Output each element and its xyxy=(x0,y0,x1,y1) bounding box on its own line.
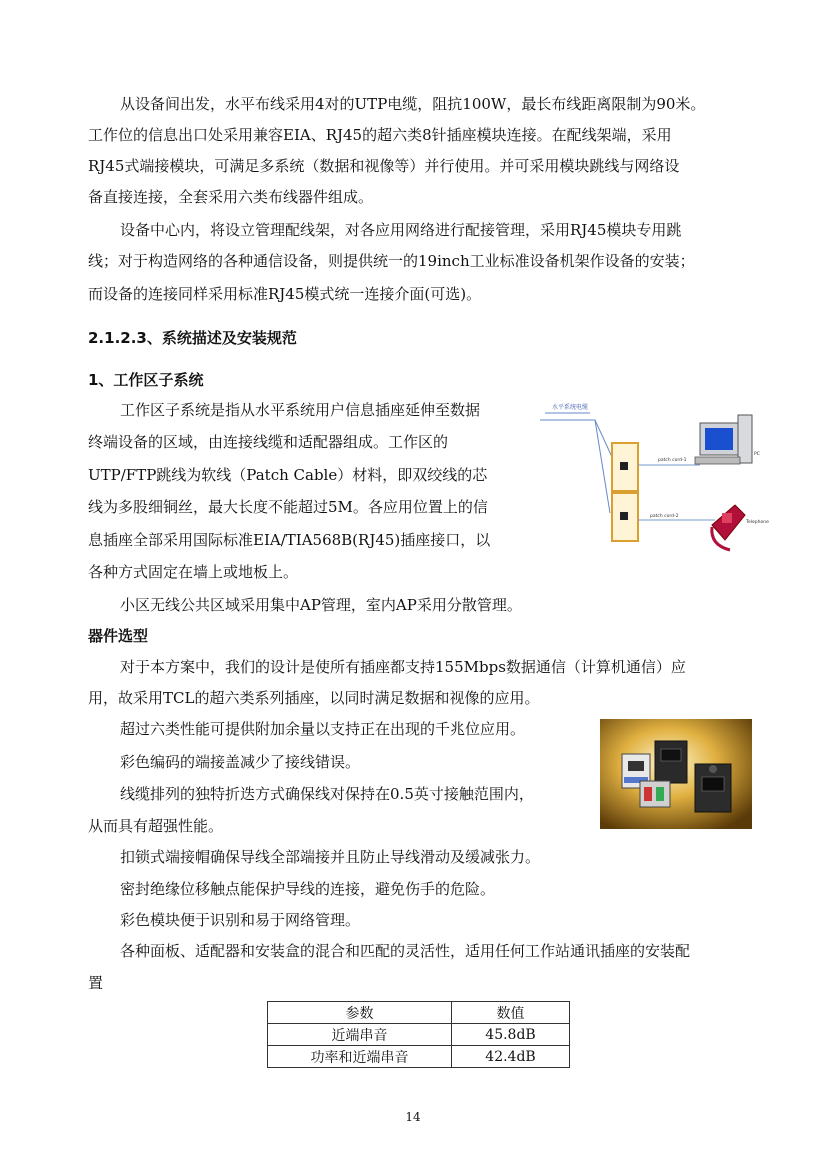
cable-line xyxy=(595,420,610,513)
text-line: 各种方式固定在墙上或地板上。 xyxy=(88,563,299,581)
diagram-title: 水平系统电缆 xyxy=(552,404,589,411)
table-header: 参数 xyxy=(268,1002,452,1024)
feature-line: 彩色编码的端接盖减少了接线错误。 xyxy=(120,753,361,771)
table-header: 数值 xyxy=(452,1002,570,1024)
parameter-table xyxy=(267,1001,570,1068)
rj45-port-icon xyxy=(620,512,628,520)
feature-line: 置 xyxy=(88,974,104,992)
text-line: 小区无线公共区域采用集中AP管理，室内AP采用分散管理。 xyxy=(120,596,522,614)
text-line: 息插座全部采用国际标准EIA/TIA568B(RJ45)插座接口，以 xyxy=(88,531,491,549)
text-line: 终端设备的区域，由连接线缆和适配器组成。工作区的 xyxy=(88,433,449,451)
feature-line: 彩色模块便于识别和易于网络管理。 xyxy=(120,911,361,929)
text-line: 工作位的信息出口处采用兼容EIA、RJ45的超六类8针插座模块连接。在配线架端，采用 xyxy=(88,126,672,144)
rj45-port-icon xyxy=(620,462,628,470)
svg-text:patch cord-2: patch cord-2 xyxy=(650,514,679,519)
table-cell: 42.4dB xyxy=(452,1046,570,1068)
work-area-diagram xyxy=(540,395,770,560)
telephone-icon xyxy=(712,505,745,550)
feature-line: 超过六类性能可提供附加余量以支持正在出现的千兆位应用。 xyxy=(120,720,526,738)
computer-icon xyxy=(695,415,752,464)
svg-text:PC: PC xyxy=(754,452,760,457)
table-row xyxy=(268,1046,570,1068)
feature-line: 从而具有超强性能。 xyxy=(88,817,224,835)
rj45-module-icon xyxy=(695,764,731,812)
rj45-module-icon xyxy=(655,741,687,783)
text-line: UTP/FTP跳线为软线（Patch Cable）材料，即双绞线的芯 xyxy=(88,466,488,484)
text-line: 而设备的连接同样采用标准RJ45模式统一连接介面(可选)。 xyxy=(88,285,482,303)
feature-line: 扣锁式端接帽确保导线全部端接并且防止导线滑动及缓减张力。 xyxy=(120,848,541,866)
text-line: 从设备间出发，水平布线采用4对的UTP电缆，阻抗100W，最长布线距离限制为90米。 xyxy=(120,95,706,113)
feature-line: 线缆排列的独特折迭方式确保线对保持在0.5英寸接触范围内， xyxy=(120,785,534,803)
connector-modules-photo xyxy=(600,719,752,829)
feature-line: 密封绝缘位移触点能保护导线的连接，避免伤手的危险。 xyxy=(120,880,496,898)
svg-text:patch cord-1: patch cord-1 xyxy=(658,458,687,463)
rj45-module-icon xyxy=(640,781,670,807)
text-line: 线；对于构造网络的各种通信设备，则提供统一的19inch工业标准设备机架作设备的安装； xyxy=(88,252,695,270)
feature-line: 各种面板、适配器和安装盒的混合和匹配的灵活性，适用任何工作站通讯插座的安装配 xyxy=(120,942,691,960)
page-number: 14 xyxy=(405,1110,421,1124)
text-line: 线为多股细铜丝，最大长度不能超过5M。各应用位置上的信 xyxy=(88,498,488,516)
text-line: 工作区子系统是指从水平系统用户信息插座延伸至数据 xyxy=(120,401,481,419)
text-line: 备直接连接，全套采用六类布线器件组成。 xyxy=(88,188,374,206)
table-row xyxy=(268,1024,570,1046)
text-line: 用，故采用TCL的超六类系列插座，以同时满足数据和视像的应用。 xyxy=(88,689,540,707)
table-cell: 功率和近端串音 xyxy=(268,1046,452,1068)
section-heading: 2.1.2.3、系统描述及安装规范 xyxy=(88,329,297,347)
table-header-row xyxy=(268,1002,570,1024)
text-line: 对于本方案中，我们的设计是使所有插座都支持155Mbps数据通信（计算机通信）应 xyxy=(120,658,686,676)
text-line: RJ45式端接模块，可满足多系统（数据和视像等）并行使用。并可采用模块跳线与网络设 xyxy=(88,157,680,175)
svg-text:Telephone: Telephone xyxy=(746,520,769,525)
table-cell: 45.8dB xyxy=(452,1024,570,1046)
text-line: 设备中心内，将设立管理配线架，对各应用网络进行配接管理，采用RJ45模块专用跳 xyxy=(120,221,682,239)
sub-heading: 1、工作区子系统 xyxy=(88,371,204,389)
device-heading: 器件选型 xyxy=(88,627,149,645)
table-cell: 近端串音 xyxy=(268,1024,452,1046)
